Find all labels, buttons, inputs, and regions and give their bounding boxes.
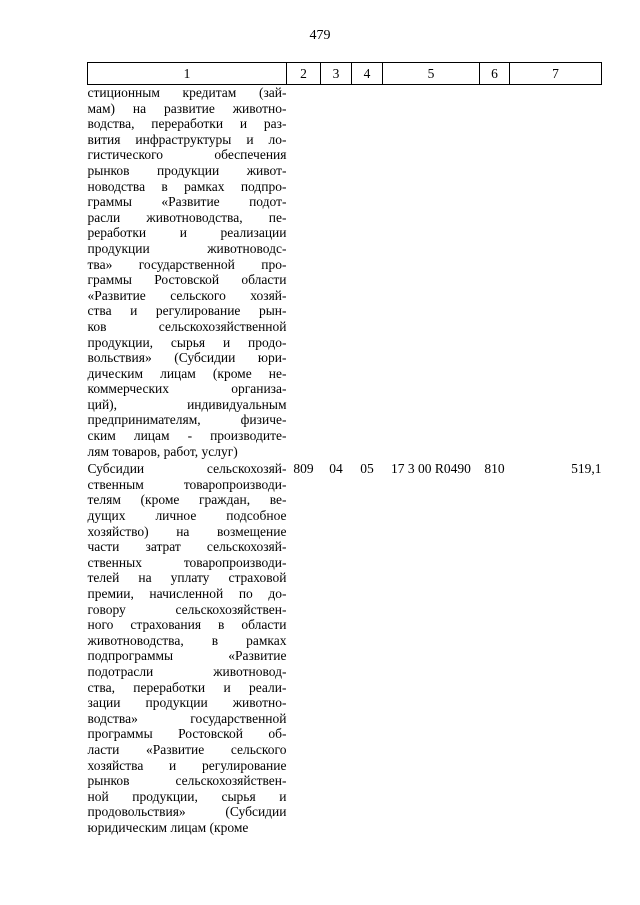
description-line: ций), индивидуальным [87, 396, 287, 412]
column-header-4: 4 [352, 63, 383, 85]
description-text [88, 461, 287, 835]
description-line: ства, переработки и реали- [87, 679, 287, 695]
description-line: гистического обеспечения [87, 147, 287, 163]
description-line: юридическим лицам (кроме [87, 819, 249, 835]
description-line: подпрограммы «Развитие [87, 648, 287, 664]
description-line: ной продукции, сырья и [87, 788, 287, 804]
ministry-code: 809 [293, 461, 314, 477]
description-line: ским лицам - производите- [87, 428, 287, 444]
description-line: дическим лицам (кроме не- [87, 365, 287, 381]
description-line: расли животноводства, пе- [87, 209, 287, 225]
description-line: водства» государственной [87, 710, 287, 726]
description-line: подотрасли животновод- [87, 663, 287, 679]
header-row [88, 63, 602, 85]
column-header-7: 7 [510, 63, 602, 85]
description-line: зации продукции животно- [87, 695, 287, 711]
budget-table [87, 62, 602, 836]
target-article-code [383, 85, 480, 460]
description-line: рынков продукции живот- [87, 162, 287, 178]
table-row [88, 85, 602, 460]
expense-type-code [480, 85, 510, 460]
description-line: продукции животноводс- [87, 240, 287, 256]
table-row [88, 459, 602, 835]
column-header-3: 3 [321, 63, 352, 85]
amount-value: 519,1 [571, 461, 602, 477]
description-line: граммы «Развитие подот- [87, 194, 287, 210]
description-line: реработки и реализации [87, 225, 287, 241]
description-line: стиционным кредитам (зай- [87, 85, 287, 100]
description-line: хозяйство) на возмещение [87, 523, 287, 539]
column-header-1: 1 [88, 63, 287, 85]
amount-value [510, 85, 602, 460]
row-description [88, 459, 287, 835]
description-line: дущих личное подсобное [87, 508, 287, 524]
description-line: говору сельскохозяйствен- [87, 601, 287, 617]
page-number: 479 [309, 28, 331, 43]
description-line: вития инфраструктуры и ло- [87, 131, 287, 147]
subsection-code: 05 [360, 461, 374, 477]
description-line: рынков сельскохозяйствен- [87, 773, 287, 789]
description-line: предпринимателям, физиче- [87, 412, 287, 428]
section-code [321, 85, 352, 460]
description-line: «Развитие сельского хозяй- [87, 287, 287, 303]
description-line: ства и регулирование рын- [87, 303, 287, 319]
column-header-5: 5 [383, 63, 480, 85]
description-line: телям (кроме граждан, ве- [87, 492, 287, 508]
description-line: телей на уплату страховой [87, 570, 287, 586]
description-text [88, 85, 287, 459]
description-line: части затрат сельскохозяй- [87, 539, 287, 555]
description-line: ков сельскохозяйственной [87, 318, 287, 334]
target-article-code: 17 3 00 R0490 [391, 461, 471, 477]
description-line: премии, начисленной по до- [87, 586, 287, 601]
description-line: хозяйства и регулирование [87, 757, 287, 773]
column-header-2: 2 [287, 63, 321, 85]
description-line: ного страхования в области [87, 617, 287, 633]
description-line: животноводства, в рамках [87, 632, 287, 648]
column-header-6: 6 [480, 63, 510, 85]
description-line: коммерческих организа- [87, 381, 287, 397]
description-line: ственных товаропроизводи- [87, 554, 287, 570]
description-line: Субсидии сельскохозяй- [87, 461, 287, 477]
expense-type-code: 810 [484, 461, 505, 477]
description-line: вольствия» (Субсидии юри- [87, 350, 287, 366]
description-line: программы Ростовской об- [87, 726, 287, 742]
description-line: ласти «Развитие сельского [87, 741, 287, 757]
description-line: граммы Ростовской области [87, 272, 287, 288]
subsection-code [352, 85, 383, 460]
row-description [88, 85, 287, 460]
description-line: мам) на развитие животно- [87, 100, 287, 116]
section-code: 04 [329, 461, 343, 477]
description-line: лям товаров, работ, услуг) [87, 443, 238, 459]
description-line: продовольствия» (Субсидии [87, 804, 287, 820]
description-line: тва» государственной про- [87, 256, 287, 272]
ministry-code [287, 85, 321, 460]
description-line: продукции, сырья и продо- [87, 334, 287, 350]
description-line: водства, переработки и раз- [87, 116, 287, 132]
description-line: ственным товаропроизводи- [87, 476, 287, 492]
description-line: новодства в рамках подпро- [87, 178, 287, 194]
